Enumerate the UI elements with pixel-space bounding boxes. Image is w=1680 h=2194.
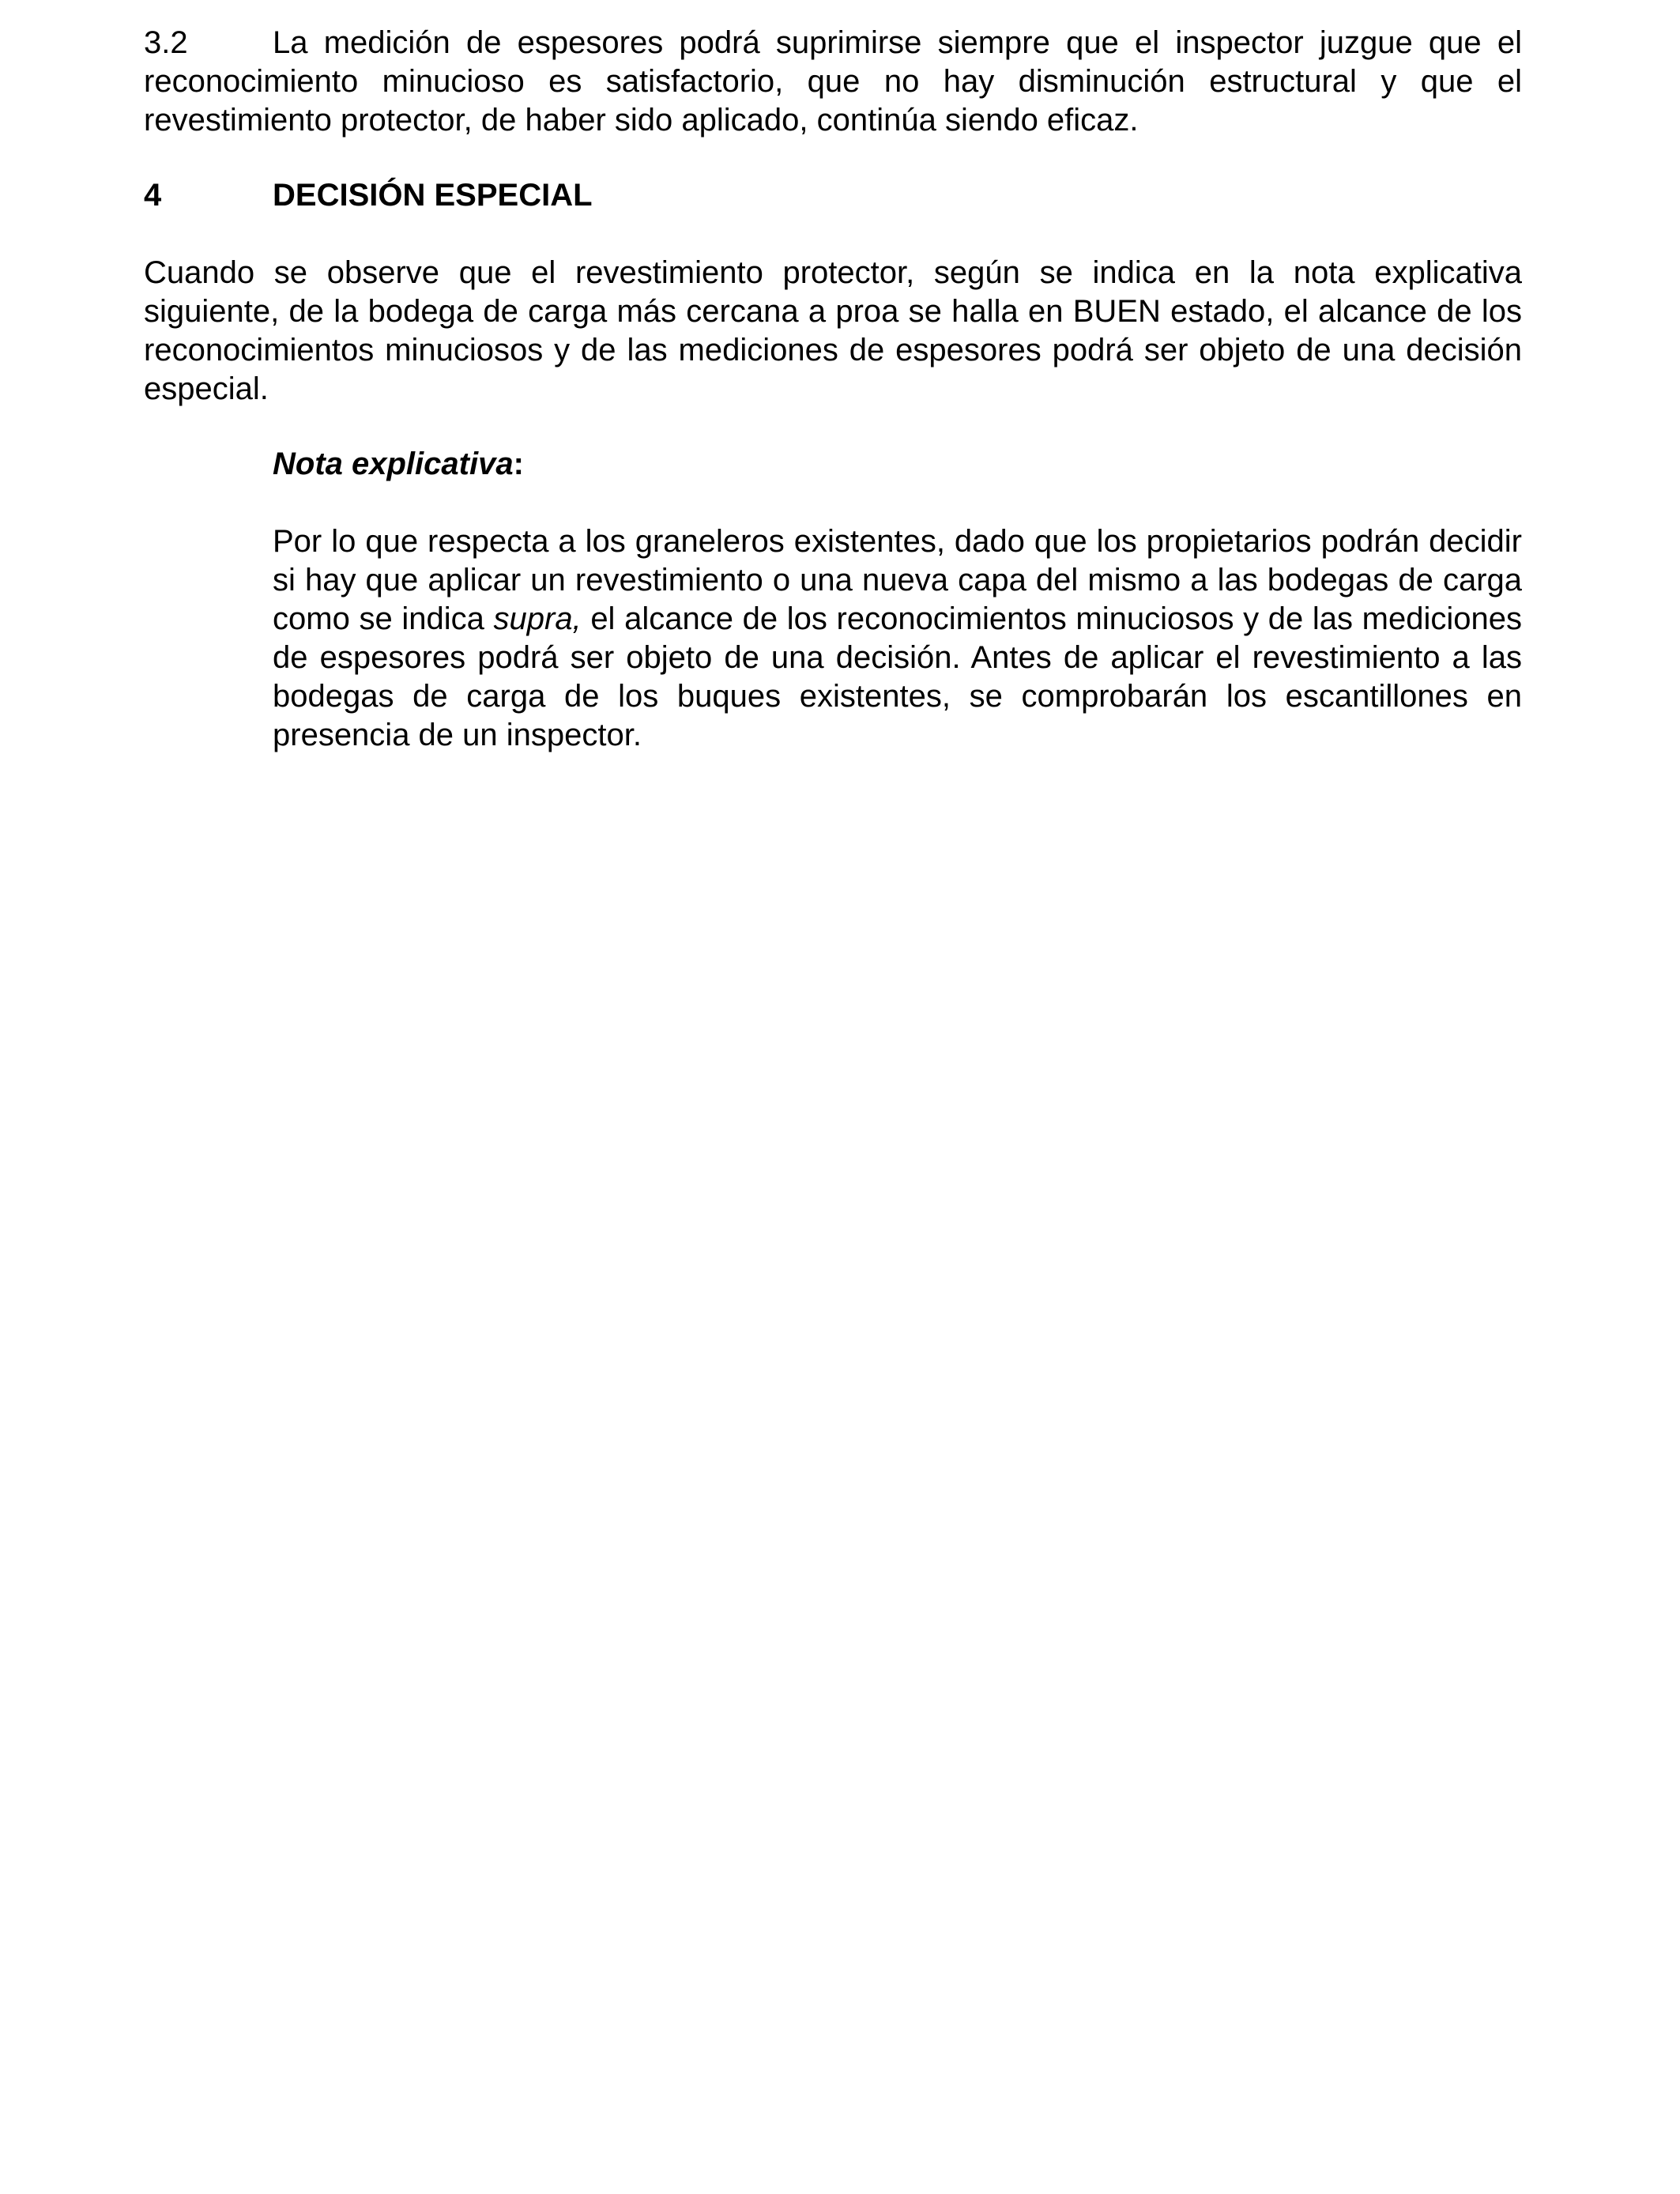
section-title: DECISIÓN ESPECIAL	[273, 178, 593, 213]
section-3-2-paragraph	[144, 24, 1522, 140]
section-4-heading	[144, 176, 1522, 215]
note-text-start: Por lo que respecta a los graneleros existentes, dado que los propietarios podrán decidir si hay que aplicar un revestimiento o una nueva capa del mismo a las bodegas de carga como se indica	[273, 524, 1522, 636]
section-number: 3.2	[144, 25, 188, 60]
note-paragraph	[273, 522, 1522, 755]
note-text-end: el alcance de los reconocimientos minuciosos y de las mediciones de espesores podrá ser objeto de una decisión. Antes de aplicar el revestimiento a las bodegas de carga de los buques existentes, se comprobarán los escantillones en presencia de un inspector.	[273, 601, 1522, 752]
section-number: 4	[144, 178, 162, 213]
section-4-paragraph: Cuando se observe que el revestimiento protector, según se indica en la nota explicativa siguiente, de la bodega de carga más cercana a proa se halla en BUEN estado, el alcance de los reconocimientos minuciosos y de las mediciones de espesores podrá ser objeto de una decisión especial.	[144, 255, 1522, 406]
note-heading-label: Nota explicativa	[273, 447, 514, 481]
note-heading-colon: :	[513, 447, 524, 481]
note-text-italic: supra,	[493, 601, 582, 636]
section-text: La medición de espesores podrá suprimirse siempre que el inspector juzgue que el reconocimiento minucioso es satisfactorio, que no hay disminución estructural y que el revestimiento protector, de haber sido aplicado, continúa siendo eficaz.	[144, 25, 1522, 138]
note-heading	[273, 445, 1522, 484]
